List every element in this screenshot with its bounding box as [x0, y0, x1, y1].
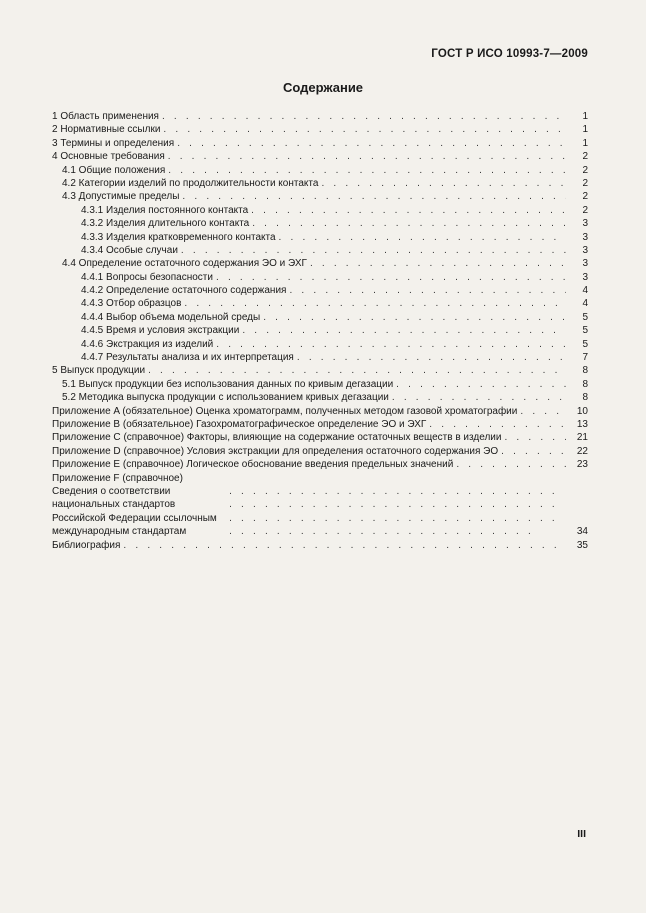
- appendix-title: (справочное) Условия экстракции для определения остаточного содержания ЭО: [123, 445, 499, 457]
- toc-entry[interactable]: [52, 364, 588, 377]
- dot-leader: [160, 123, 566, 136]
- dot-leader: [260, 311, 566, 324]
- appendix-prefix: Приложение F: [52, 472, 120, 484]
- toc-entry-page: 3: [582, 244, 588, 256]
- toc-entry-page: 5: [582, 325, 588, 337]
- dot-leader: [213, 338, 566, 351]
- toc-entry-page: 8: [582, 392, 588, 404]
- toc-entry-label: 4.3.4 Особые случаи: [81, 244, 178, 256]
- dot-leader: [501, 431, 566, 444]
- toc-entry[interactable]: [52, 311, 588, 324]
- dot-leader: [453, 458, 566, 471]
- appendix-label: [52, 458, 453, 471]
- toc-entry[interactable]: [52, 244, 588, 257]
- toc-entry-label: 4.4.1 Вопросы безопасности: [81, 271, 213, 283]
- table-of-contents: [52, 110, 588, 552]
- appendix-title: (справочное) Логическое обоснование введения предельных значений: [122, 459, 454, 471]
- toc-entry[interactable]: [52, 190, 588, 203]
- toc-entry-page: 8: [582, 378, 588, 390]
- toc-appendix-entry[interactable]: [52, 458, 588, 471]
- toc-appendix-entry[interactable]: [52, 445, 588, 458]
- toc-entry[interactable]: [52, 378, 588, 391]
- appendix-prefix: Приложение B: [52, 418, 121, 430]
- toc-entry-page: 7: [582, 352, 588, 364]
- dot-leader: [249, 217, 566, 230]
- toc-entry-label: 4.2 Категории изделий по продолжительности контакта: [62, 177, 319, 189]
- appendix-prefix: Приложение E: [52, 459, 121, 471]
- toc-entry[interactable]: [52, 204, 588, 217]
- toc-entry-page: 1: [582, 137, 588, 149]
- toc-entry-label: Библиография: [52, 539, 121, 551]
- dot-leader: [178, 244, 566, 257]
- toc-appendix-entry[interactable]: [52, 431, 588, 444]
- appendix-title: (обязательное) Газохроматографическое определение ЭО и ЭХГ: [122, 418, 427, 430]
- toc-entry[interactable]: [52, 284, 588, 297]
- dot-leader: [517, 405, 566, 418]
- toc-entry-page: 35: [576, 539, 588, 551]
- toc-entry[interactable]: [52, 351, 588, 364]
- toc-entry-page: 2: [582, 151, 588, 163]
- appendix-prefix: Приложение C: [52, 432, 121, 444]
- toc-entry-label: 4.4 Определение остаточного содержания ЭО и ЭХГ: [62, 258, 307, 270]
- dot-leader: [426, 418, 566, 431]
- toc-entry-label: 4.3 Допустимые пределы: [62, 191, 180, 203]
- toc-entry-page: 22: [576, 445, 588, 457]
- toc-entry-page: 10: [576, 405, 588, 417]
- toc-entry-label: 5.2 Методика выпуска продукции с использованием кривых дегазации: [62, 392, 389, 404]
- dot-leader: [179, 190, 566, 203]
- toc-entry-page: 2: [582, 177, 588, 189]
- toc-entry[interactable]: [52, 164, 588, 177]
- toc-appendix-entry[interactable]: [52, 472, 588, 539]
- toc-entry-page: 2: [582, 164, 588, 176]
- toc-entry-label: 5 Выпуск продукции: [52, 365, 146, 377]
- dot-leader: [165, 150, 566, 163]
- toc-entry[interactable]: [52, 391, 588, 404]
- appendix-title: (обязательное) Оценка хроматограмм, полученных методом газовой хроматографии: [122, 405, 518, 417]
- dot-leader: [213, 271, 566, 284]
- dot-leader: [276, 231, 566, 244]
- dot-leader: [181, 297, 566, 310]
- toc-entry-page: 23: [576, 459, 588, 471]
- toc-entry-label: 2 Нормативные ссылки: [52, 124, 161, 136]
- toc-entry[interactable]: [52, 110, 588, 123]
- dot-leader: [389, 391, 566, 404]
- page-number: III: [577, 828, 586, 840]
- dot-leader: [159, 110, 566, 123]
- toc-entry-page: 4: [582, 285, 588, 297]
- dot-leader: [145, 364, 566, 377]
- dot-leader: [120, 539, 566, 552]
- toc-entry-page: 21: [576, 432, 588, 444]
- dot-leader: [174, 137, 566, 150]
- toc-entry-page: 13: [576, 418, 588, 430]
- page-title: Содержание: [282, 80, 364, 95]
- dot-leader: [498, 445, 566, 458]
- appendix-label: [52, 445, 498, 458]
- appendix-prefix: Приложение D: [52, 445, 121, 457]
- appendix-label: [52, 472, 226, 539]
- toc-bibliography[interactable]: [52, 539, 588, 552]
- toc-entry-page: 1: [582, 124, 588, 136]
- toc-entry[interactable]: [52, 257, 588, 270]
- dot-leader: [318, 177, 566, 190]
- toc-entry-page: 4: [582, 298, 588, 310]
- toc-entry[interactable]: [52, 217, 588, 230]
- toc-entry-page: 3: [582, 271, 588, 283]
- toc-entry[interactable]: [52, 231, 588, 244]
- toc-entry[interactable]: [52, 271, 588, 284]
- appendix-label: [52, 431, 501, 444]
- toc-entry[interactable]: [52, 177, 588, 190]
- toc-entry-page: 3: [582, 258, 588, 270]
- appendix-prefix: Приложение A: [52, 405, 120, 417]
- toc-appendix-entry[interactable]: [52, 418, 588, 431]
- toc-entry[interactable]: [52, 150, 588, 163]
- toc-entry-label: 4.4.5 Время и условия экстракции: [81, 325, 240, 337]
- toc-entry-label: 4.3.3 Изделия кратковременного контакта: [81, 231, 276, 243]
- toc-entry-label: 4 Основные требования: [52, 151, 165, 163]
- dot-leader: [239, 324, 566, 337]
- toc-entry[interactable]: [52, 338, 588, 351]
- toc-entry-label: 4.1 Общие положения: [62, 164, 166, 176]
- dot-leader: [248, 204, 566, 217]
- toc-entry-label: 4.4.3 Отбор образцов: [81, 298, 182, 310]
- appendix-title: (справочное) Сведения о соответствии национальных стандартов Российской Федерации ссылочным международным стандартам: [52, 472, 217, 538]
- dot-leader: [294, 351, 566, 364]
- toc-entry-label: 5.1 Выпуск продукции без использования данных по кривым дегазации: [62, 378, 394, 390]
- toc-entry-label: 4.4.4 Выбор объема модельной среды: [81, 311, 261, 323]
- toc-entry-label: 4.3.2 Изделия длительного контакта: [81, 218, 250, 230]
- toc-entry-page: 5: [582, 338, 588, 350]
- toc-entry-label: 4.3.1 Изделия постоянного контакта: [81, 204, 249, 216]
- dot-leader: [393, 378, 566, 391]
- appendix-title: (справочное) Факторы, влияющие на содержание остаточных веществ в изделии: [123, 432, 502, 444]
- toc-appendix-entry[interactable]: [52, 405, 588, 418]
- toc-entry-page: 2: [582, 191, 588, 203]
- appendix-label: [52, 418, 426, 431]
- toc-entry-label: 4.4.7 Результаты анализа и их интерпретация: [81, 352, 294, 364]
- dot-leader: [286, 284, 566, 297]
- toc-entry-page: 2: [582, 204, 588, 216]
- toc-entry-page: 3: [582, 218, 588, 230]
- toc-entry[interactable]: [52, 297, 588, 310]
- toc-entry-label: 4.4.6 Экстракция из изделий: [81, 338, 214, 350]
- toc-entry-label: 3 Термины и определения: [52, 137, 175, 149]
- toc-entry[interactable]: [52, 123, 588, 136]
- toc-entry-page: 1: [582, 110, 588, 122]
- toc-entry-label: 4.4.2 Определение остаточного содержания: [81, 285, 287, 297]
- toc-entry[interactable]: [52, 324, 588, 337]
- dot-leader: [165, 164, 566, 177]
- toc-entry[interactable]: [52, 137, 588, 150]
- standard-code: ГОСТ Р ИСО 10993-7—2009: [431, 48, 588, 60]
- toc-entry-label: 1 Область применения: [52, 110, 159, 122]
- toc-entry-page: 34: [576, 526, 588, 538]
- dot-leader: [226, 485, 566, 539]
- appendix-label: [52, 405, 517, 418]
- toc-entry-page: 8: [582, 365, 588, 377]
- dot-leader: [307, 257, 566, 270]
- toc-entry-page: 3: [582, 231, 588, 243]
- toc-entry-page: 5: [582, 311, 588, 323]
